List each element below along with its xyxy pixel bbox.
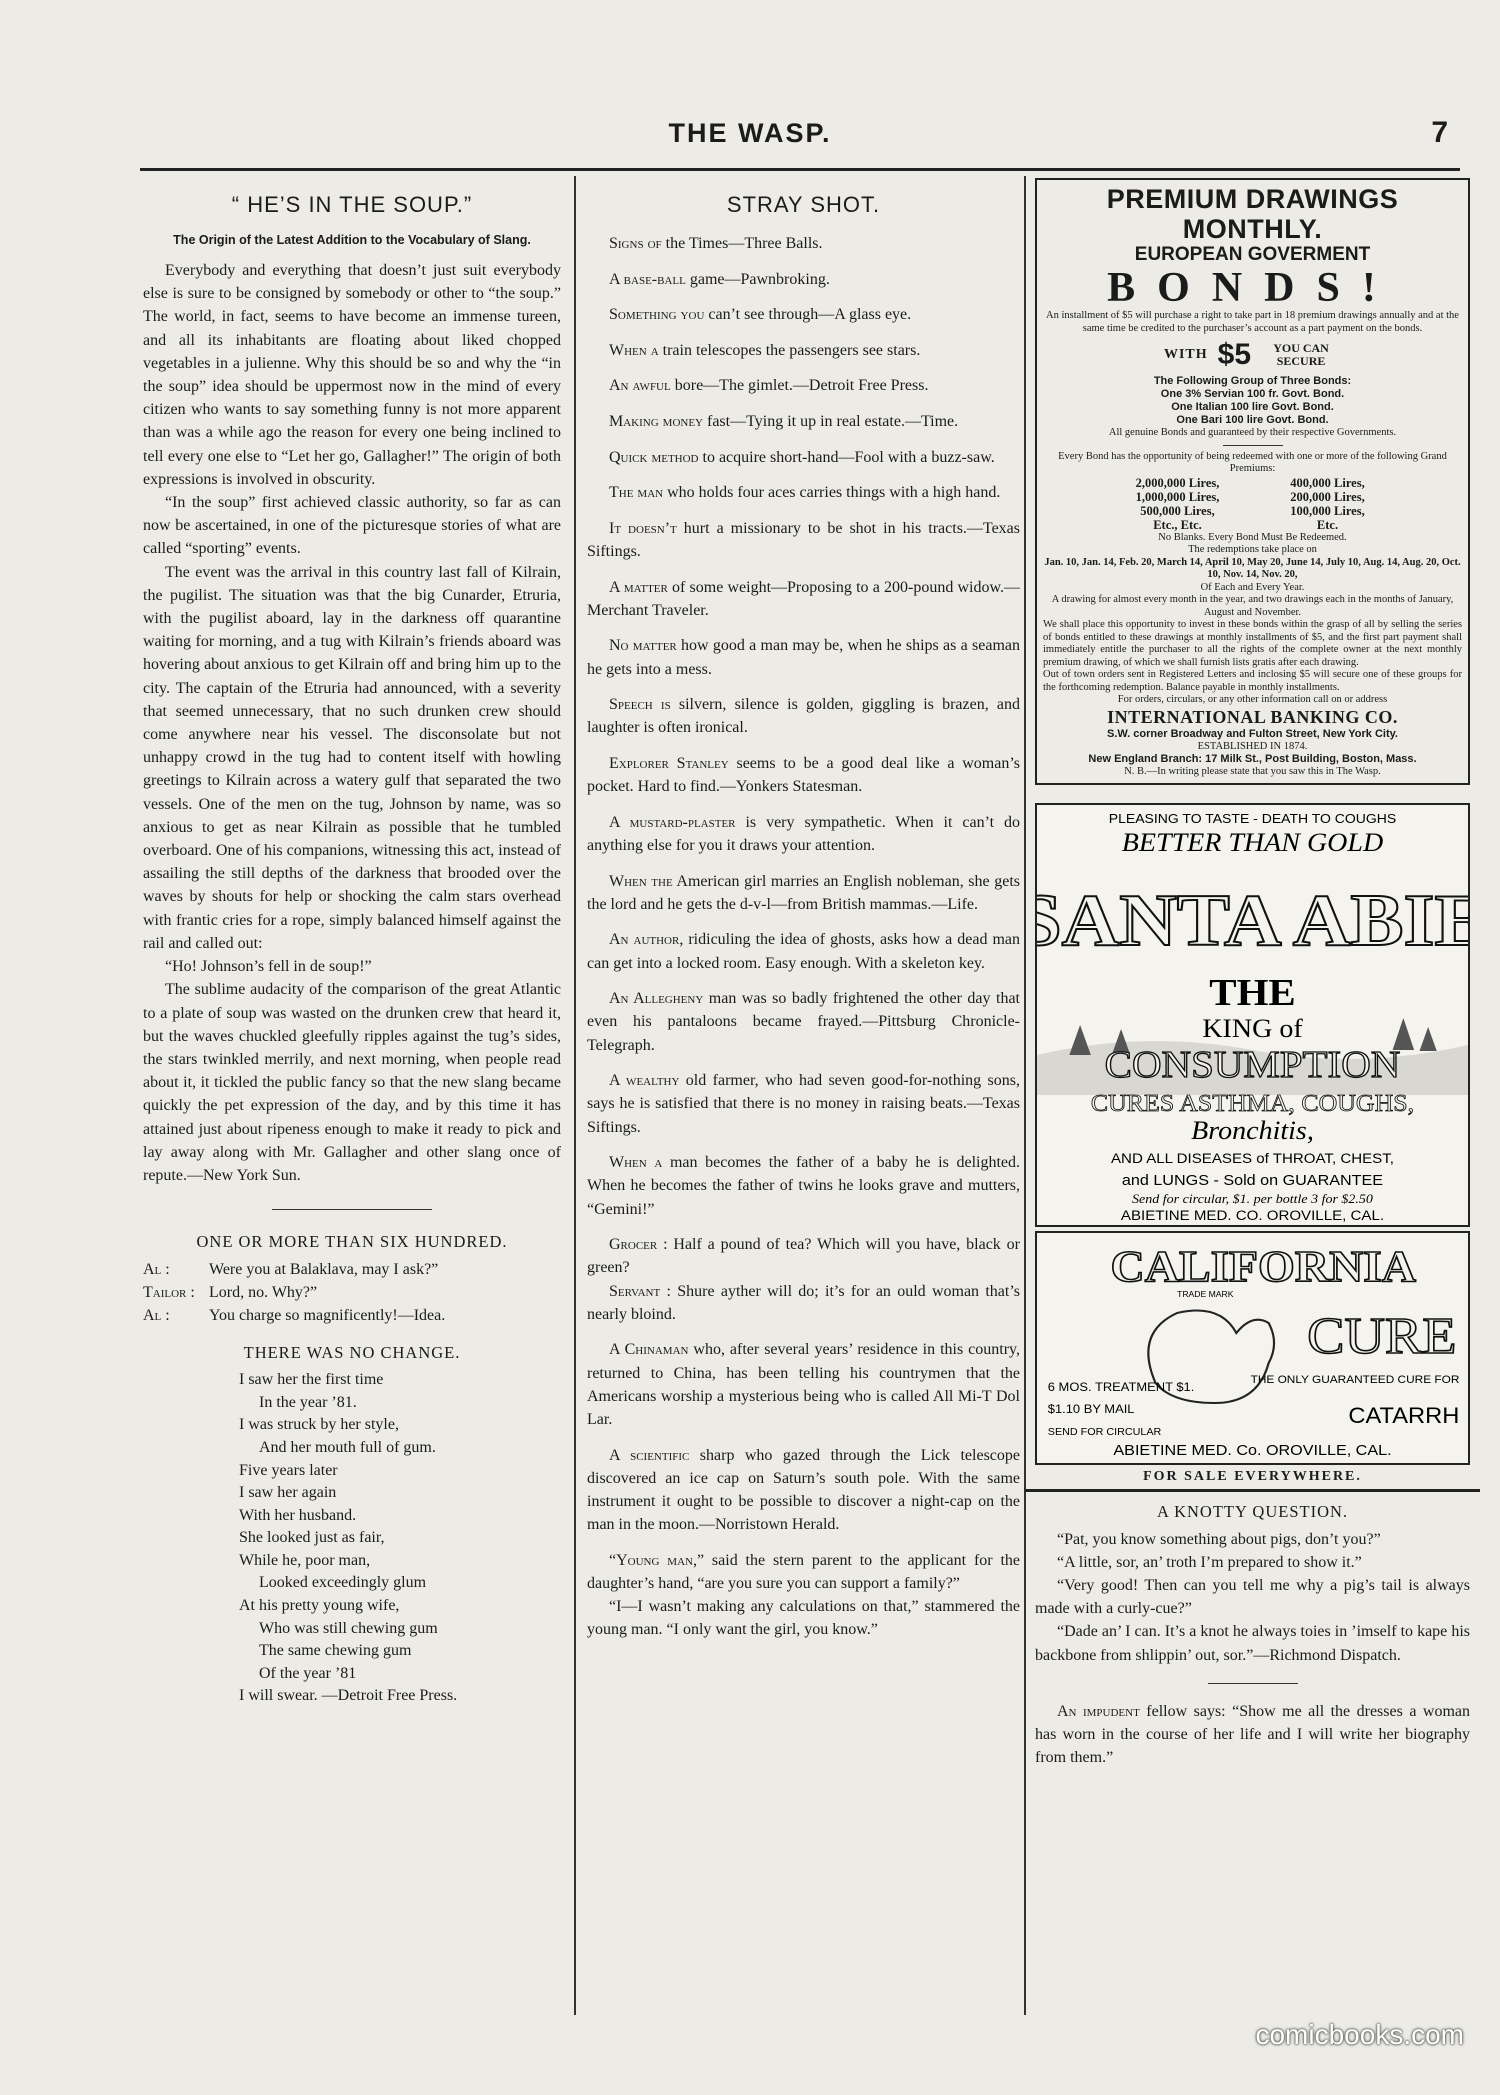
impudent-lead: An impudent [1057,1702,1140,1720]
paragraph: Everybody and everything that doesn’t just suit everybody else is sure to be consigned by somebody or other to “the soup.” The world, in fact, seems to have become an immense tureen, and all its inhabitants are floating about liked chopped vegetables in a julienne. Why this should be so and why the “in the soup” idea should be uppermost now in the mind of every citizen who wants to say something funny is not more apparent than was a while ago the reason for every one being inclined to tell every one else to “Let her go, Gallagher!” The origin of both expressions is involved in obscurity. [143,262,561,488]
ad-address: S.W. corner Broadway and Fulton Street, New York City. [1107,727,1398,740]
cal-months: 6 MOS. TREATMENT $1. [1047,1379,1195,1394]
speaker: Tailor : [143,1284,195,1302]
ad-with: WITH [1163,347,1208,362]
california-cure-advertisement [1035,1231,1470,1465]
stray-shot-item [587,987,1020,1057]
item-text: man was so badly frightened the other day that even his pantaloons became frayed.—Pittsburg Chronicle-Telegraph. [587,990,1020,1054]
prize-row [1043,504,1462,518]
ad-orders: Out of town orders sent in Registered Letters and inclosing $5 will secure one of these groups for the forthcoming redemption. Balance payable in monthly installments. [1043,669,1462,693]
santa-send: Send for circular, $1. per bottle 3 for $2.50 [1132,1190,1373,1206]
impudent-item [1035,1700,1470,1770]
stray-shot-item [587,811,1020,857]
item-lead: A base-ball [609,270,686,288]
dialogue-six-hundred [143,1258,561,1327]
ad-price-line [1043,338,1462,372]
column-3 [1035,178,1470,1769]
column-rule-2 [1024,176,1026,2015]
dialogue-text: You charge so magnificently!—Idea. [209,1307,446,1325]
article-body-knotty [1035,1528,1470,1667]
santa-the: THE [1209,970,1296,1014]
item-text: the Times—Three Balls. [661,235,823,252]
poem-line: In the year ’81. [259,1393,357,1411]
ad-group-title: The Following Group of Three Bonds: [1153,375,1352,387]
item-text: Shure ayther will do; it’s for an ould woman that’s nearly bloind. [587,1282,1021,1323]
section-rule [1025,1489,1480,1492]
item-lead: A mustard-plaster [609,813,736,831]
prize-row [1043,476,1462,490]
item-lead: “Young man,” [609,1551,705,1569]
ad-branch: New England Branch: 17 Milk St., Post Building, Boston, Mass. [1088,753,1417,765]
item-lead: An Allegheny [609,990,704,1008]
santa-diseases: AND ALL DISEASES of THROAT, CHEST, [1111,1150,1394,1167]
speaker: Al : [143,1261,170,1279]
ad-bonds-title: BONDS! [1107,265,1398,311]
item-lead: Quick method [609,448,699,466]
ad-no-blanks: No Blanks. Every Bond Must Be Redeemed. [1158,531,1347,543]
item-text: who, after several years’ residence in this country, returned to China, has been telling his countrymen that the Americans worship a mysterious being who is called All Mi-T Dol Lar. [587,1341,1020,1428]
stray-shot-item [587,481,1020,504]
prize-cell: Etc. [1316,517,1339,532]
article-title-stray-shot: STRAY SHOT. [726,192,881,217]
ad-group-3: One Bari 100 lire Govt. Bond. [1176,414,1329,426]
prize-cell: 400,000 Lires, [1290,475,1365,490]
stray-shot-item [587,576,1020,622]
article-subtitle-soup: The Origin of the Latest Addition to the Vocabulary of Slang. [173,233,531,247]
impudent-text: fellow says: “Show me all the dresses a woman has worn in the course of her life and I will write her biography from them.” [1035,1702,1470,1767]
ad-headline: PREMIUM DRAWINGS MONTHLY. [1106,184,1399,244]
prize-cell: 200,000 Lires, [1290,489,1365,504]
section-divider-2 [1208,1683,1298,1684]
bonds-advertisement [1035,178,1470,785]
item-lead: A matter [609,578,668,596]
stray-shot-item [587,268,1020,291]
item-lead: No matter [609,637,677,655]
santa-lungs: and LUNGS - Sold on GUARANTEE [1121,1171,1384,1189]
stray-shot-item [587,1595,1020,1641]
cal-brand: CALIFORNIA [1110,1241,1416,1291]
article-body-soup [143,259,561,1187]
item-text: sharp who gazed through the Lick telescope discovered an ice cap on Saturn’s south pole. With the same instrument it ought to be possible to discover a night-cap on the man in the moon.—Norristown Herald. [587,1446,1020,1534]
paragraph: “Pat, you know something about pigs, don’t you?” [1057,1530,1381,1548]
item-lead: A Chinaman [609,1341,689,1359]
stray-shot-item [587,1549,1020,1595]
item-lead: It doesn’t [609,519,677,537]
ad-genuine: All genuine Bonds and guaranteed by their respective Governments. [1108,427,1397,438]
dialogue-line [143,1258,561,1281]
poem-line: At his pretty young wife, [239,1597,400,1615]
poem-line: And her mouth full of gum. [259,1438,436,1456]
stray-shot-item [587,634,1020,680]
article-title-soup: “ HE’S IN THE SOUP.” [231,192,473,217]
santa-king: KING of [1202,1013,1303,1043]
item-text: train telescopes the passengers see stars. [658,341,921,359]
item-text: can’t see through—A glass eye. [704,306,912,324]
santa-consumption: CONSUMPTION [1104,1042,1401,1086]
poem-line: The same chewing gum [259,1642,412,1660]
item-text: ridiculing the idea of ghosts, asks how a dead man can get into a locked room. Easy enough. With a skeleton key. [587,931,1020,972]
ad-divider [1223,445,1283,446]
poem-no-change [239,1369,561,1708]
ad-subhead: EUROPEAN GOVERMENT [1134,244,1371,265]
item-text: is very sympathetic. When it can’t do anything else for you it draws your attention. [587,813,1020,854]
stray-shot-item [587,374,1020,397]
item-text: man becomes the father of a baby he is delighted. When he becomes the father of twins he looks grave and mutters, “Gemini!” [587,1154,1021,1218]
item-lead: When a [609,1154,663,1172]
item-lead: Grocer : [609,1236,668,1254]
item-text: who holds four aces carries things with a high hand. [663,484,1001,502]
stray-shot-items [587,232,1020,1642]
poem-line: Of the year ’81 [259,1664,357,1682]
item-text: old farmer, who had seven good-for-nothing sons, says he is satisfied that there is no money in raising beats.—Texas Siftings. [587,1072,1020,1136]
item-text: game—Pawnbroking. [685,270,830,288]
santa-better: BETTER THAN GOLD [1121,827,1384,857]
cal-catarrh: CATARRH [1348,1402,1460,1428]
item-lead: When the [609,872,673,890]
article-title-six-hundred: ONE OR MORE THAN SIX HUNDRED. [196,1232,508,1252]
ad-place: We shall place this opportunity to invest in these bonds within the grasp of all by selling the series of bonds entitled to these drawings at monthly installments of $5, and the first part payment shall immediately entitle the purchaser to all the rights of the complete owner at the next monthly premium drawing, of which we shall furnish lists gratis after each drawing. [1043,619,1462,668]
item-lead: An author, [609,931,684,949]
stray-shot-item [587,1233,1020,1279]
item-lead: Speech is [609,696,671,714]
item-lead: A scientific [609,1446,690,1464]
ad-secure: YOU CAN SECURE [1273,341,1329,368]
poem-line: With her husband. [239,1506,357,1524]
prize-row [1043,518,1462,532]
paragraph: “Ho! Johnson’s fell in de soup!” [165,958,372,976]
prize-cell: Etc., Etc. [1153,517,1202,532]
item-text: “I—I wasn’t making any calculations on that,” stammered the young man. “I only want the girl, you know.” [587,1598,1020,1639]
stray-shot-item [587,1151,1020,1221]
item-lead: Something you [609,306,705,324]
stray-shot-item [587,232,1020,255]
prize-cell: 100,000 Lires, [1290,503,1365,518]
column-2 [587,178,1020,1654]
santa-maker: ABIETINE MED. CO. OROVILLE, CAL. [1120,1207,1385,1224]
page-number: 7 [1431,116,1448,149]
cal-send: SEND FOR CIRCULAR [1047,1426,1162,1438]
paragraph: “Dade an’ I can. It’s a knot he always toies in ’imself to kape his backbone from shlippin’ out, sor.”—Richmond Dispatch. [1035,1623,1470,1664]
ad-nb: N. B.—In writing please state that you saw this in The Wasp. [1124,766,1381,777]
dialogue-text: Were you at Balaklava, may I ask?” [209,1261,439,1279]
ad-established: ESTABLISHED IN 1874. [1197,740,1308,752]
item-text: of some weight—Proposing to a 200-pound widow.—Merchant Traveler. [587,578,1021,619]
poem-line: I will swear. —Detroit Free Press. [239,1687,458,1705]
masthead-title: THE WASP. [668,118,832,148]
item-text: Half a pound of tea? Which will you have, black or green? [587,1236,1020,1277]
santa-cures: CURES ASTHMA, COUGHS, [1090,1090,1415,1117]
poem-line: I saw her the first time [239,1371,384,1389]
stray-shot-item [587,928,1020,974]
santa-abie-artwork [1037,805,1468,1225]
poem-line: Five years later [239,1461,338,1479]
ad-group-1: One 3% Servian 100 fr. Govt. Bond. [1160,388,1345,400]
poem-line: While he, poor man, [239,1551,371,1569]
ad-group-2: One Italian 100 lire Govt. Bond. [1171,401,1334,413]
ad-prize-table [1043,476,1462,532]
paragraph: The event was the arrival in this country last fall of Kilrain, the pugilist. The situation was that the big Cunarder, Etruria, with the pugilist aboard, lay in the darkness off quarantine waiting for morning, and a tug with Kilrain’s friends aboard was hovering about anxious to get Kilrain off and bring him up to the city. The captain of the Etruria had announced, with a severity that seemed unnecessary, that no such drunken crew should come anywhere near his vessel. The disconsolate but not unhappy crowd in the tug had to content itself with howling greetings to Kilrain across a watery gulf that separated the two vessels. One of the men on the tug, Johnson by name, was so anxious to get as near Kilrain as possible that he tumbled overboard. One of his companions, witnessing this act, instead of assailing the still depths of the darkness that brooded over the waves by shouts for help or shocking the calm stars overhead with frantic cries for a rope, simply balanced himself against the rail and called out: [143,563,561,952]
column-1 [143,178,561,1708]
prize-cell: 500,000 Lires, [1140,503,1215,518]
cal-mail: $1.10 BY MAIL [1047,1401,1135,1416]
item-lead: Explorer Stanley [609,754,729,772]
santa-tagline: PLEASING TO TASTE - DEATH TO COUGHS [1108,810,1397,826]
prize-cell: 1,000,000 Lires, [1135,489,1220,504]
stray-shot-item [587,517,1020,563]
stray-shot-item [587,693,1020,739]
section-divider [272,1209,432,1210]
article-title-knotty: A KNOTTY QUESTION. [1156,1501,1349,1521]
item-text: seems to be a good deal like a woman’s pocket. Hard to find.—Yonkers Statesman. [587,754,1020,796]
stray-shot-item [587,1280,1020,1326]
ad-price: $5 [1217,338,1252,371]
stray-shot-item [587,339,1020,362]
poem-line: She looked just as fair, [239,1529,385,1547]
paragraph: “A little, sor, an’ troth I’m prepared to show it.” [1057,1553,1362,1571]
stray-shot-item [587,446,1020,469]
ad-dates: Jan. 10, Jan. 14, Feb. 20, March 14, April 10, May 20, June 14, July 10, Aug. 14, Aug. 20, Oct. 10, Nov. 14, Nov. 20, [1044,556,1461,580]
item-text: to acquire short-hand—Fool with a buzz-saw. [698,448,995,466]
watermark: comicbooks.com [1255,2019,1464,2050]
paragraph: “Very good! Then can you tell me why a pig’s tail is always made with a curly-cue?” [1035,1576,1470,1618]
ad-bank-name: INTERNATIONAL BANKING CO. [1107,706,1398,727]
article-title-no-change: THERE WAS NO CHANGE. [243,1343,461,1363]
ad-circulars: For orders, circulars, or any other information call on or address [1117,694,1388,705]
item-text: American girl marries an English nobleman, she gets the lord and he gets the d-v-l—from British mammas.—Life. [587,872,1021,913]
item-text: fast—Tying it up in real estate.—Time. [703,412,959,430]
paragraph: “In the soup” first achieved classic authority, so far as can now be ascertained, in one of the picturesque stories of what are called “sporting” events. [143,494,561,558]
poem-line: I was struck by her style, [239,1416,399,1434]
cal-maker: ABIETINE MED. Co. OROVILLE, CAL. [1113,1441,1392,1459]
poem-line: I saw her again [239,1484,337,1502]
stray-shot-item [587,303,1020,326]
prize-cell: 2,000,000 Lires, [1135,475,1220,490]
speaker: Al : [143,1307,170,1325]
for-sale-banner: FOR SALE EVERYWHERE. [1143,1468,1362,1484]
stray-shot-item [587,1338,1020,1431]
item-lead: When a [609,341,659,359]
item-lead: Servant : [609,1282,671,1300]
ad-intro: An installment of $5 will purchase a right to take part in 18 premium drawings annually and at the same time be credited to the purchaser’s account as a part payment on the bonds. [1046,310,1459,334]
item-lead: An awful [609,377,671,395]
item-lead: A wealthy [609,1072,680,1090]
santa-abie-advertisement [1035,803,1470,1227]
stray-shot-item [587,410,1020,433]
paragraph: The sublime audacity of the comparison of the great Atlantic to a plate of soup was wasted on the drunken crew that heard it, but the waves chuckled gleefully ripples against the tug’s sides, the stars twinkled merrily, and next morning, when people read about it, it tickled the public fancy so that the new slang became quickly the pet expression of the day, and by this time it has attained just about ripeness enough to make it ready to pick and lay away along with Mr. Gallagher and other slang once of repute.—New York Sun. [143,981,561,1184]
header-rule [140,168,1460,171]
santa-brand: SANTA ABIE [1037,878,1468,961]
prize-row [1043,490,1462,504]
cal-trademark: TRADE MARK [1177,1288,1234,1299]
dialogue-text: Lord, no. Why?” [209,1284,318,1302]
item-lead: The man [609,484,664,502]
cal-only: THE ONLY GUARANTEED CURE FOR [1250,1373,1460,1386]
ad-drawing: A drawing for almost every month in the year, and two drawings each in the months of January, August and November. [1051,594,1454,618]
santa-bronchitis: Bronchitis, [1191,1115,1314,1145]
stray-shot-item [587,752,1020,798]
stray-shot-item [587,870,1020,916]
ad-redemptions: The redemptions take place on [1188,544,1317,555]
stray-shot-item [587,1444,1020,1537]
item-text: hurt a missionary to be shot in his tracts.—Texas Siftings. [587,519,1021,560]
column-rule-1 [574,176,576,2015]
poem-line: Looked exceedingly glum [259,1574,427,1592]
item-text: said the stern parent to the applicant for the daughter’s hand, “are you sure you can support a family?” [587,1551,1021,1592]
dialogue-line [143,1304,561,1327]
item-text: silvern, silence is golden, giggling is brazen, and laughter is often ironical. [587,696,1020,737]
ad-every-bond: Every Bond has the opportunity of being redeemed with one or more of the following Grand Premiums: [1058,450,1447,474]
item-text: how good a man may be, when he ships as a seaman he gets into a mess. [587,637,1020,678]
stray-shot-item [587,1069,1020,1139]
item-lead: Making money [609,412,703,430]
ad-of-each: Of Each and Every Year. [1200,581,1305,593]
dialogue-line [143,1281,561,1304]
item-text: bore—The gimlet.—Detroit Free Press. [670,377,929,395]
item-lead: Signs of [609,235,662,252]
cal-cure: CURE [1307,1306,1457,1365]
poem-line: Who was still chewing gum [259,1619,438,1637]
california-cure-artwork [1037,1233,1468,1463]
